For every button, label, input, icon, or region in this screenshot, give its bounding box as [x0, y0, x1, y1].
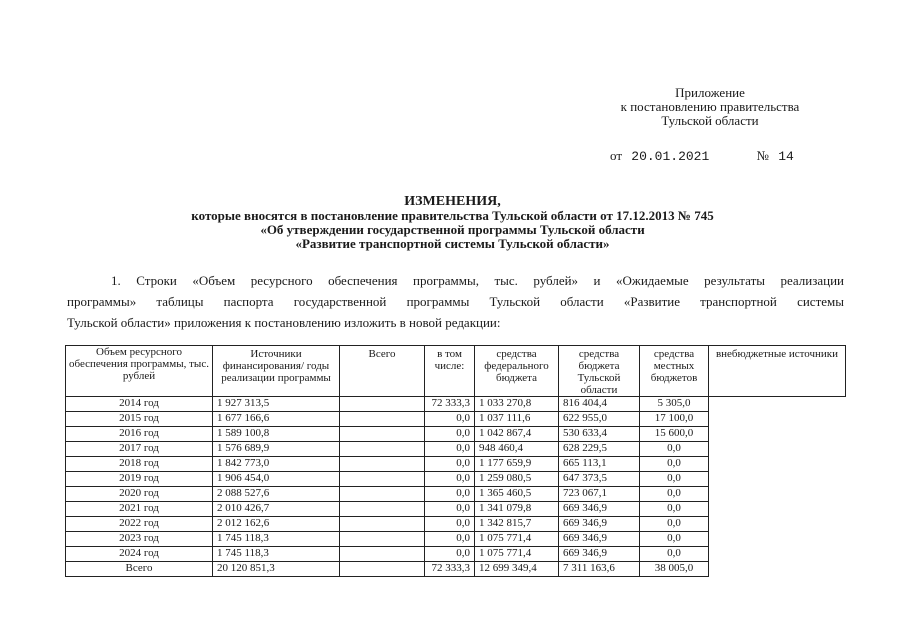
heading-line-3: «Об утверждении государственной программы Тульской области — [260, 222, 645, 237]
number-label: № — [756, 148, 769, 163]
cell-incl — [340, 517, 425, 532]
cell-total: 1 745 118,3 — [213, 547, 340, 562]
cell-federal: 0,0 — [425, 502, 475, 517]
cell-extra: 0,0 — [640, 517, 709, 532]
cell-total: 1 745 118,3 — [213, 532, 340, 547]
cell-incl — [340, 397, 425, 412]
cell-total: 2 010 426,7 — [213, 502, 340, 517]
table-row — [66, 457, 846, 472]
cell-year: 2015 год — [66, 412, 213, 427]
cell-year: 2021 год — [66, 502, 213, 517]
cell-federal: 0,0 — [425, 412, 475, 427]
heading-line-4: «Развитие транспортной системы Тульской области» — [295, 236, 610, 251]
cell-regional: 1 259 080,5 — [475, 472, 559, 487]
annex-line-2: к постановлению правительства — [620, 99, 800, 114]
cell-local: 816 404,4 — [559, 397, 640, 412]
row-label-cell: Объем ресурсного обеспечения программы, тыс. рублей — [66, 346, 213, 397]
cell-extra: 0,0 — [640, 472, 709, 487]
cell-total: 1 576 689,9 — [213, 442, 340, 457]
cell-local: 665 113,1 — [559, 457, 640, 472]
annex-title: Приложение — [675, 85, 745, 100]
cell-year: 2018 год — [66, 457, 213, 472]
cell-local: 622 955,0 — [559, 412, 640, 427]
annex-line-3: Тульской области — [661, 113, 759, 128]
cell-extra: 0,0 — [640, 457, 709, 472]
body-paragraph — [67, 270, 844, 333]
table-row — [66, 472, 846, 487]
cell-year: 2017 год — [66, 442, 213, 457]
cell-federal: 0,0 — [425, 427, 475, 442]
cell-regional: 1 342 815,7 — [475, 517, 559, 532]
heading-line-2: которые вносятся в постановление правительства Тульской области от 17.12.2013 № 745 — [191, 208, 714, 223]
cell-incl — [340, 472, 425, 487]
cell-total: 2 012 162,6 — [213, 517, 340, 532]
cell-local: 669 346,9 — [559, 502, 640, 517]
cell-total: 1 589 100,8 — [213, 427, 340, 442]
cell-federal: 0,0 — [425, 472, 475, 487]
cell-regional: 1 365 460,5 — [475, 487, 559, 502]
table-row — [66, 412, 846, 427]
cell-year: 2022 год — [66, 517, 213, 532]
cell-extra: 0,0 — [640, 532, 709, 547]
cell-federal: 72 333,3 — [425, 397, 475, 412]
cell-federal: 0,0 — [425, 457, 475, 472]
table-row — [66, 517, 846, 532]
cell-extra: 17 100,0 — [640, 412, 709, 427]
paragraph-line-1: 1. Строки «Объем ресурсного обеспечения программы, тыс. рублей» и «Ожидаемые результаты реализации — [111, 273, 844, 288]
cell-incl — [340, 487, 425, 502]
cell-year: 2016 год — [66, 427, 213, 442]
cell-local: 669 346,9 — [559, 532, 640, 547]
cell-federal: 0,0 — [425, 487, 475, 502]
cell-extra: 15 600,0 — [640, 427, 709, 442]
header-federal: средства федерального бюджета — [475, 346, 559, 397]
cell-extra: 38 005,0 — [640, 562, 709, 577]
cell-year: 2024 год — [66, 547, 213, 562]
cell-federal: 0,0 — [425, 532, 475, 547]
cell-total: 2 088 527,6 — [213, 487, 340, 502]
paragraph-line-3: Тульской области» приложения к постановлению изложить в новой редакции: — [67, 315, 501, 330]
date-line — [610, 148, 794, 164]
cell-regional: 1 075 771,4 — [475, 532, 559, 547]
cell-regional: 1 042 867,4 — [475, 427, 559, 442]
cell-local: 669 346,9 — [559, 517, 640, 532]
cell-incl — [340, 427, 425, 442]
cell-total: 20 120 851,3 — [213, 562, 340, 577]
cell-federal: 72 333,3 — [425, 562, 475, 577]
header-extra: внебюджетные источники — [709, 346, 846, 397]
cell-extra: 5 305,0 — [640, 397, 709, 412]
cell-local: 669 346,9 — [559, 547, 640, 562]
cell-incl — [340, 442, 425, 457]
table-row — [66, 487, 846, 502]
table-row — [66, 562, 846, 577]
cell-year: Всего — [66, 562, 213, 577]
table-row — [66, 532, 846, 547]
cell-year: 2014 год — [66, 397, 213, 412]
cell-federal: 0,0 — [425, 517, 475, 532]
annex-block — [560, 86, 860, 128]
cell-incl — [340, 547, 425, 562]
header-regional: средства бюджета Тульской области — [559, 346, 640, 397]
funding-table — [65, 345, 846, 577]
cell-extra: 0,0 — [640, 487, 709, 502]
paragraph-line-2: программы» таблицы паспорта государственной программы Тульской области «Развитие транспортной системы — [67, 294, 844, 309]
document-heading — [0, 195, 905, 251]
cell-incl — [340, 457, 425, 472]
table-body — [66, 397, 846, 577]
header-incl: в том числе: — [425, 346, 475, 397]
cell-federal: 0,0 — [425, 442, 475, 457]
cell-local: 7 311 163,6 — [559, 562, 640, 577]
header-source: Источники финансирования/ годы реализации программы — [213, 346, 340, 397]
cell-total: 1 842 773,0 — [213, 457, 340, 472]
cell-regional: 1 177 659,9 — [475, 457, 559, 472]
cell-local: 647 373,5 — [559, 472, 640, 487]
cell-year: 2020 год — [66, 487, 213, 502]
date-from-label: от — [610, 148, 623, 163]
cell-local: 530 633,4 — [559, 427, 640, 442]
header-local: средства местных бюджетов — [640, 346, 709, 397]
cell-regional: 1 341 079,8 — [475, 502, 559, 517]
cell-regional: 1 075 771,4 — [475, 547, 559, 562]
table-row — [66, 547, 846, 562]
cell-regional: 1 033 270,8 — [475, 397, 559, 412]
table-row — [66, 427, 846, 442]
cell-incl — [340, 502, 425, 517]
cell-regional: 12 699 349,4 — [475, 562, 559, 577]
heading-title: ИЗМЕНЕНИЯ, — [404, 194, 501, 209]
cell-total: 1 927 313,5 — [213, 397, 340, 412]
cell-incl — [340, 532, 425, 547]
header-total: Всего — [340, 346, 425, 397]
document-date: 20.01.2021 — [631, 149, 710, 164]
cell-incl — [340, 412, 425, 427]
cell-local: 723 067,1 — [559, 487, 640, 502]
cell-year: 2019 год — [66, 472, 213, 487]
cell-total: 1 677 166,6 — [213, 412, 340, 427]
cell-regional: 1 037 111,6 — [475, 412, 559, 427]
table-row — [66, 502, 846, 517]
cell-federal: 0,0 — [425, 547, 475, 562]
document-number: 14 — [778, 149, 794, 164]
cell-extra: 0,0 — [640, 442, 709, 457]
cell-regional: 948 460,4 — [475, 442, 559, 457]
table-header-row — [66, 346, 846, 397]
cell-total: 1 906 454,0 — [213, 472, 340, 487]
table-row — [66, 397, 846, 412]
cell-local: 628 229,5 — [559, 442, 640, 457]
cell-extra: 0,0 — [640, 502, 709, 517]
cell-year: 2023 год — [66, 532, 213, 547]
cell-incl — [340, 562, 425, 577]
cell-extra: 0,0 — [640, 547, 709, 562]
table-row — [66, 442, 846, 457]
